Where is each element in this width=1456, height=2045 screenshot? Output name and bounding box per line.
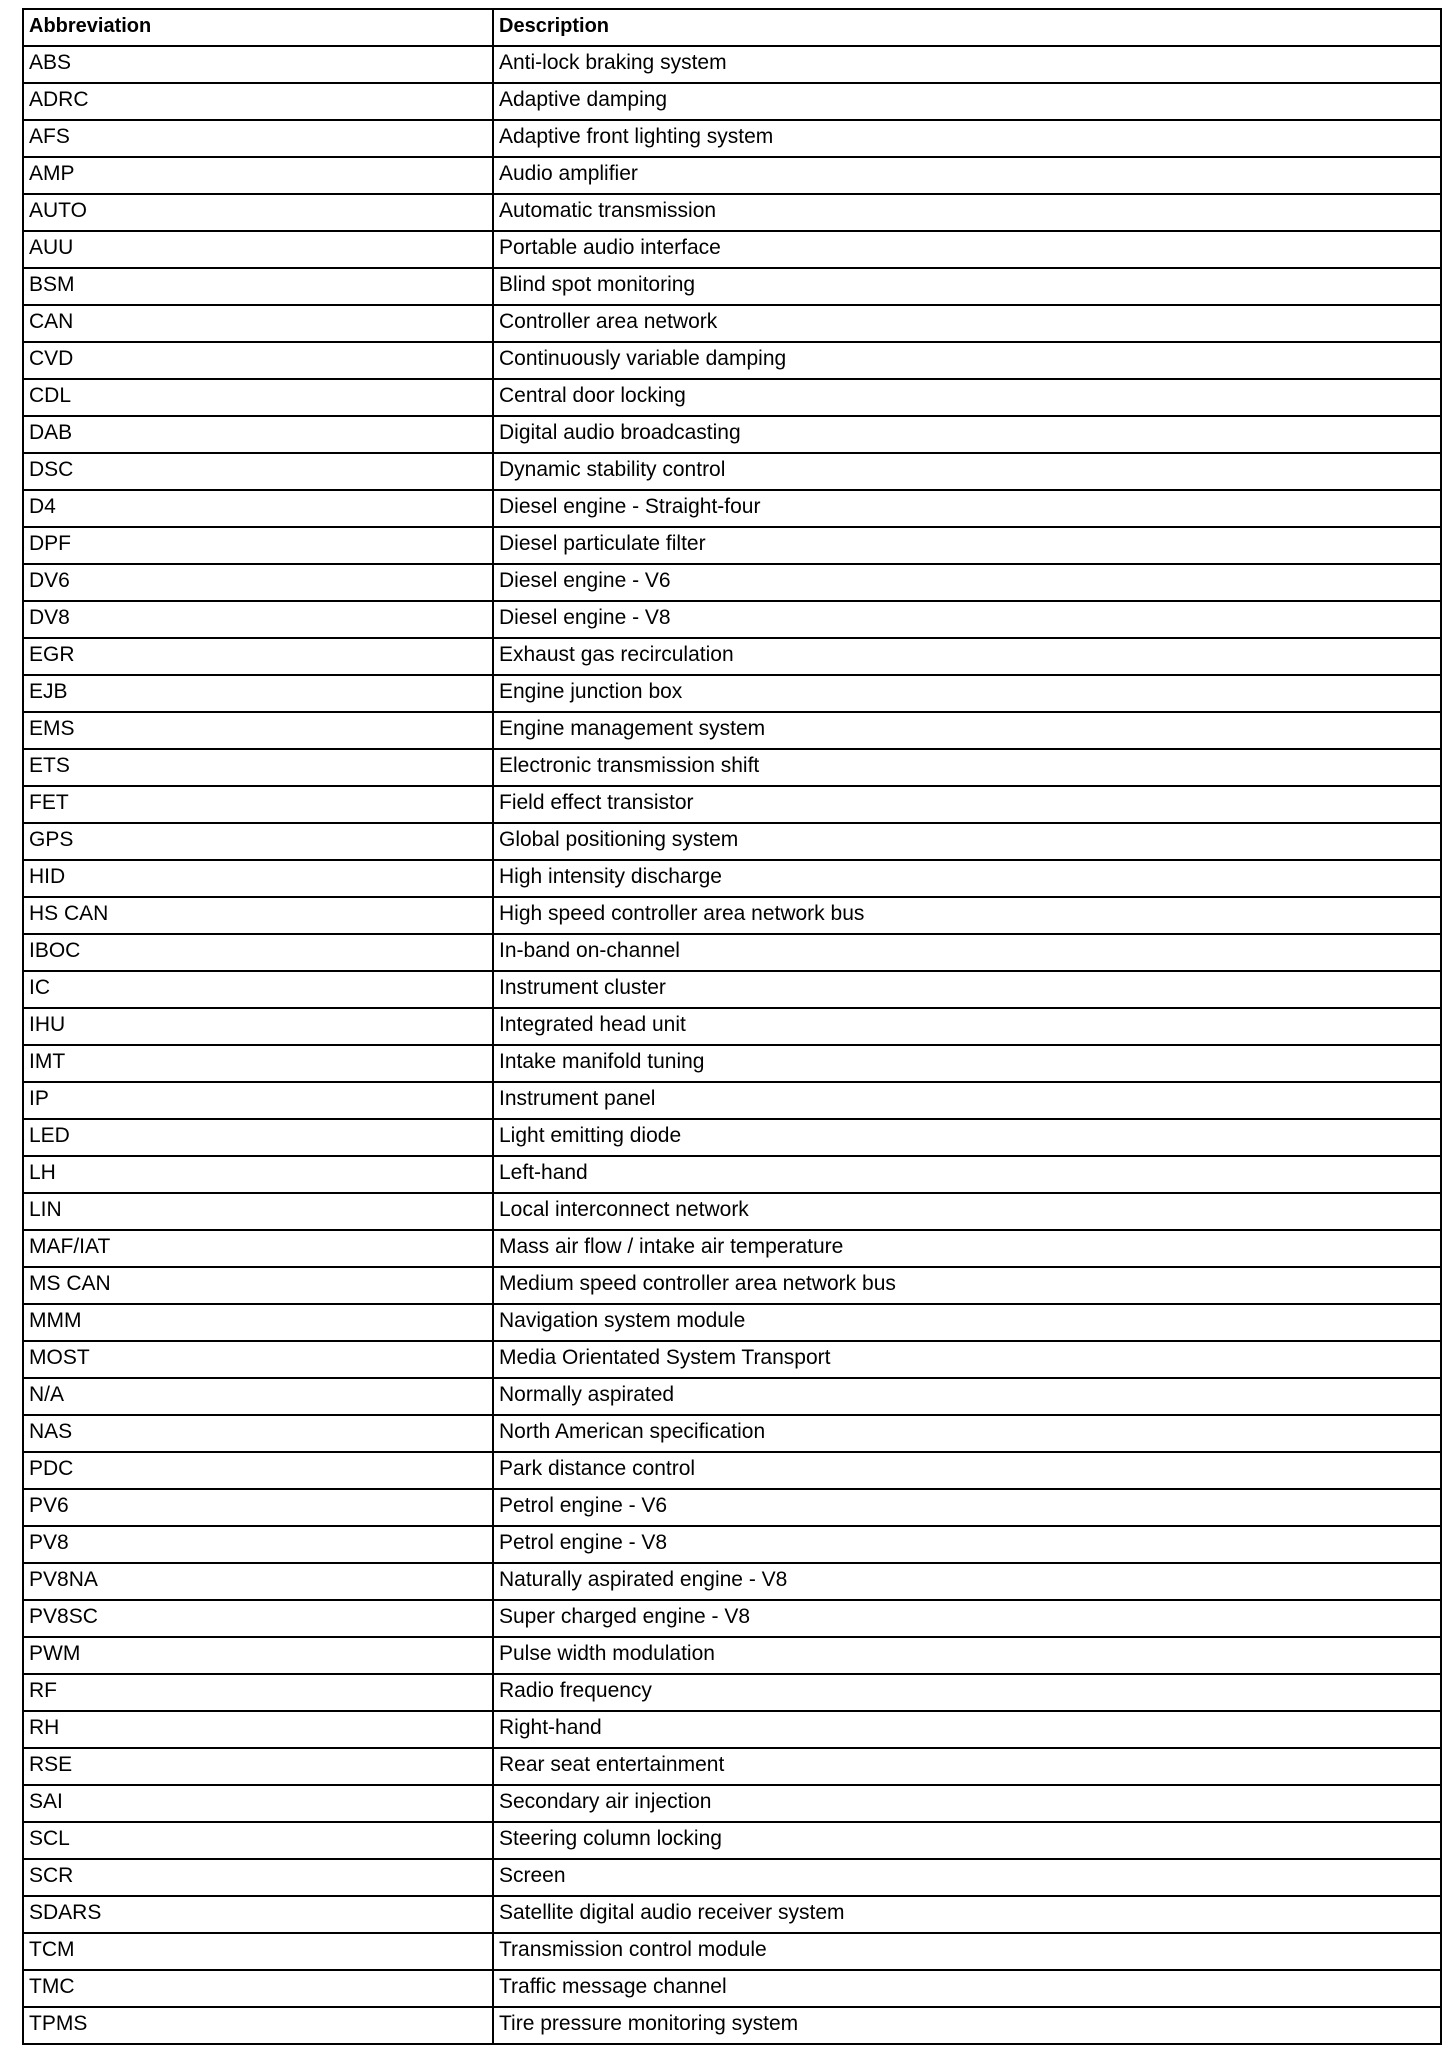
abbreviation-cell: PV8SC [23, 1600, 493, 1637]
description-cell: Diesel particulate filter [493, 527, 1441, 564]
abbreviation-cell: LIN [23, 1193, 493, 1230]
table-row [23, 1896, 1441, 1933]
description-cell: Navigation system module [493, 1304, 1441, 1341]
table-row [23, 1415, 1441, 1452]
table-row [23, 823, 1441, 860]
abbreviation-cell: MOST [23, 1341, 493, 1378]
description-cell: Engine management system [493, 712, 1441, 749]
table-row [23, 564, 1441, 601]
table-row [23, 1156, 1441, 1193]
abbreviation-cell: ETS [23, 749, 493, 786]
description-cell: North American specification [493, 1415, 1441, 1452]
abbreviation-cell: IC [23, 971, 493, 1008]
description-cell: Traffic message channel [493, 1970, 1441, 2007]
description-cell: Automatic transmission [493, 194, 1441, 231]
table-row [23, 1600, 1441, 1637]
abbreviation-table [22, 8, 1442, 2045]
abbreviation-cell: SDARS [23, 1896, 493, 1933]
description-cell: Radio frequency [493, 1674, 1441, 1711]
abbreviation-cell: AFS [23, 120, 493, 157]
description-cell: Intake manifold tuning [493, 1045, 1441, 1082]
table-row [23, 46, 1441, 83]
abbreviation-cell: D4 [23, 490, 493, 527]
description-cell: Light emitting diode [493, 1119, 1441, 1156]
description-cell: Dynamic stability control [493, 453, 1441, 490]
description-cell: Tire pressure monitoring system [493, 2007, 1441, 2044]
table-row [23, 1008, 1441, 1045]
table-row [23, 601, 1441, 638]
abbreviation-cell: MMM [23, 1304, 493, 1341]
abbreviation-cell: TMC [23, 1970, 493, 2007]
table-header-row [23, 9, 1441, 46]
column-header-description: Description [493, 9, 1441, 46]
abbreviation-cell: GPS [23, 823, 493, 860]
table-row [23, 1341, 1441, 1378]
table-row [23, 1119, 1441, 1156]
table-row [23, 379, 1441, 416]
table-row [23, 416, 1441, 453]
abbreviation-cell: DV6 [23, 564, 493, 601]
description-cell: Central door locking [493, 379, 1441, 416]
description-cell: Steering column locking [493, 1822, 1441, 1859]
table-row [23, 1489, 1441, 1526]
table-row [23, 897, 1441, 934]
description-cell: Electronic transmission shift [493, 749, 1441, 786]
table-row [23, 749, 1441, 786]
abbreviation-cell: IMT [23, 1045, 493, 1082]
abbreviation-cell: HID [23, 860, 493, 897]
description-cell: Instrument panel [493, 1082, 1441, 1119]
abbreviation-cell: DV8 [23, 601, 493, 638]
abbreviation-cell: FET [23, 786, 493, 823]
table-row [23, 1711, 1441, 1748]
table-row [23, 1859, 1441, 1896]
abbreviation-cell: RH [23, 1711, 493, 1748]
description-cell: Petrol engine - V8 [493, 1526, 1441, 1563]
description-cell: Field effect transistor [493, 786, 1441, 823]
table-row [23, 490, 1441, 527]
description-cell: Integrated head unit [493, 1008, 1441, 1045]
table-row [23, 1674, 1441, 1711]
description-cell: Engine junction box [493, 675, 1441, 712]
abbreviation-cell: NAS [23, 1415, 493, 1452]
abbreviation-cell: AUTO [23, 194, 493, 231]
description-cell: Global positioning system [493, 823, 1441, 860]
table-row [23, 453, 1441, 490]
table-row [23, 934, 1441, 971]
abbreviation-cell: BSM [23, 268, 493, 305]
table-row [23, 860, 1441, 897]
table-row [23, 1970, 1441, 2007]
description-cell: Right-hand [493, 1711, 1441, 1748]
description-cell: Exhaust gas recirculation [493, 638, 1441, 675]
description-cell: Diesel engine - V8 [493, 601, 1441, 638]
description-cell: Blind spot monitoring [493, 268, 1441, 305]
abbreviation-cell: LED [23, 1119, 493, 1156]
description-cell: Media Orientated System Transport [493, 1341, 1441, 1378]
abbreviation-cell: MS CAN [23, 1267, 493, 1304]
table-row [23, 157, 1441, 194]
table-row [23, 1526, 1441, 1563]
abbreviation-cell: CVD [23, 342, 493, 379]
abbreviation-cell: EGR [23, 638, 493, 675]
table-row [23, 1045, 1441, 1082]
description-cell: In-band on-channel [493, 934, 1441, 971]
abbreviation-cell: RSE [23, 1748, 493, 1785]
table-row [23, 638, 1441, 675]
description-cell: Petrol engine - V6 [493, 1489, 1441, 1526]
abbreviation-cell: PDC [23, 1452, 493, 1489]
description-cell: High speed controller area network bus [493, 897, 1441, 934]
abbreviation-cell: MAF/IAT [23, 1230, 493, 1267]
abbreviation-sheet [22, 8, 1440, 2045]
description-cell: Anti-lock braking system [493, 46, 1441, 83]
table-row [23, 194, 1441, 231]
abbreviation-cell: ABS [23, 46, 493, 83]
abbreviation-cell: AUU [23, 231, 493, 268]
abbreviation-cell: CAN [23, 305, 493, 342]
abbreviation-cell: LH [23, 1156, 493, 1193]
table-row [23, 1785, 1441, 1822]
table-row [23, 1933, 1441, 1970]
description-cell: Left-hand [493, 1156, 1441, 1193]
description-cell: Medium speed controller area network bus [493, 1267, 1441, 1304]
description-cell: Super charged engine - V8 [493, 1600, 1441, 1637]
abbreviation-cell: SCL [23, 1822, 493, 1859]
table-row [23, 971, 1441, 1008]
abbreviation-cell: PV8NA [23, 1563, 493, 1600]
description-cell: Satellite digital audio receiver system [493, 1896, 1441, 1933]
table-row [23, 1304, 1441, 1341]
abbreviation-cell: IHU [23, 1008, 493, 1045]
abbreviation-cell: PV8 [23, 1526, 493, 1563]
abbreviation-cell: N/A [23, 1378, 493, 1415]
abbreviation-cell: TPMS [23, 2007, 493, 2044]
abbreviation-cell: EMS [23, 712, 493, 749]
description-cell: Controller area network [493, 305, 1441, 342]
abbreviation-cell: ADRC [23, 83, 493, 120]
table-row [23, 83, 1441, 120]
table-row [23, 2007, 1441, 2044]
table-row [23, 786, 1441, 823]
table-row [23, 342, 1441, 379]
description-cell: Naturally aspirated engine - V8 [493, 1563, 1441, 1600]
table-row [23, 712, 1441, 749]
table-row [23, 231, 1441, 268]
table-row [23, 1082, 1441, 1119]
table-row [23, 1230, 1441, 1267]
table-row [23, 675, 1441, 712]
abbreviation-cell: EJB [23, 675, 493, 712]
table-row [23, 1563, 1441, 1600]
description-cell: Transmission control module [493, 1933, 1441, 1970]
description-cell: Continuously variable damping [493, 342, 1441, 379]
column-header-abbreviation: Abbreviation [23, 9, 493, 46]
description-cell: Adaptive damping [493, 83, 1441, 120]
description-cell: Portable audio interface [493, 231, 1441, 268]
abbreviation-cell: PWM [23, 1637, 493, 1674]
abbreviation-cell: IBOC [23, 934, 493, 971]
table-row [23, 1267, 1441, 1304]
description-cell: Digital audio broadcasting [493, 416, 1441, 453]
abbreviation-cell: IP [23, 1082, 493, 1119]
table-row [23, 120, 1441, 157]
table-row [23, 1452, 1441, 1489]
table-row [23, 527, 1441, 564]
abbreviation-cell: DPF [23, 527, 493, 564]
table-row [23, 1822, 1441, 1859]
description-cell: Local interconnect network [493, 1193, 1441, 1230]
table-row [23, 268, 1441, 305]
abbreviation-cell: SCR [23, 1859, 493, 1896]
description-cell: Pulse width modulation [493, 1637, 1441, 1674]
description-cell: Diesel engine - Straight-four [493, 490, 1441, 527]
abbreviation-cell: SAI [23, 1785, 493, 1822]
description-cell: Screen [493, 1859, 1441, 1896]
description-cell: Instrument cluster [493, 971, 1441, 1008]
description-cell: Audio amplifier [493, 157, 1441, 194]
description-cell: Adaptive front lighting system [493, 120, 1441, 157]
description-cell: Normally aspirated [493, 1378, 1441, 1415]
abbreviation-cell: DAB [23, 416, 493, 453]
table-row [23, 1748, 1441, 1785]
description-cell: Mass air flow / intake air temperature [493, 1230, 1441, 1267]
table-row [23, 1378, 1441, 1415]
description-cell: Park distance control [493, 1452, 1441, 1489]
abbreviation-cell: RF [23, 1674, 493, 1711]
table-row [23, 305, 1441, 342]
description-cell: Diesel engine - V6 [493, 564, 1441, 601]
abbreviation-cell: TCM [23, 1933, 493, 1970]
table-row [23, 1637, 1441, 1674]
abbreviation-cell: DSC [23, 453, 493, 490]
description-cell: Rear seat entertainment [493, 1748, 1441, 1785]
abbreviation-cell: CDL [23, 379, 493, 416]
abbreviation-cell: AMP [23, 157, 493, 194]
table-body [23, 46, 1441, 2044]
abbreviation-cell: PV6 [23, 1489, 493, 1526]
description-cell: Secondary air injection [493, 1785, 1441, 1822]
description-cell: High intensity discharge [493, 860, 1441, 897]
table-row [23, 1193, 1441, 1230]
abbreviation-cell: HS CAN [23, 897, 493, 934]
